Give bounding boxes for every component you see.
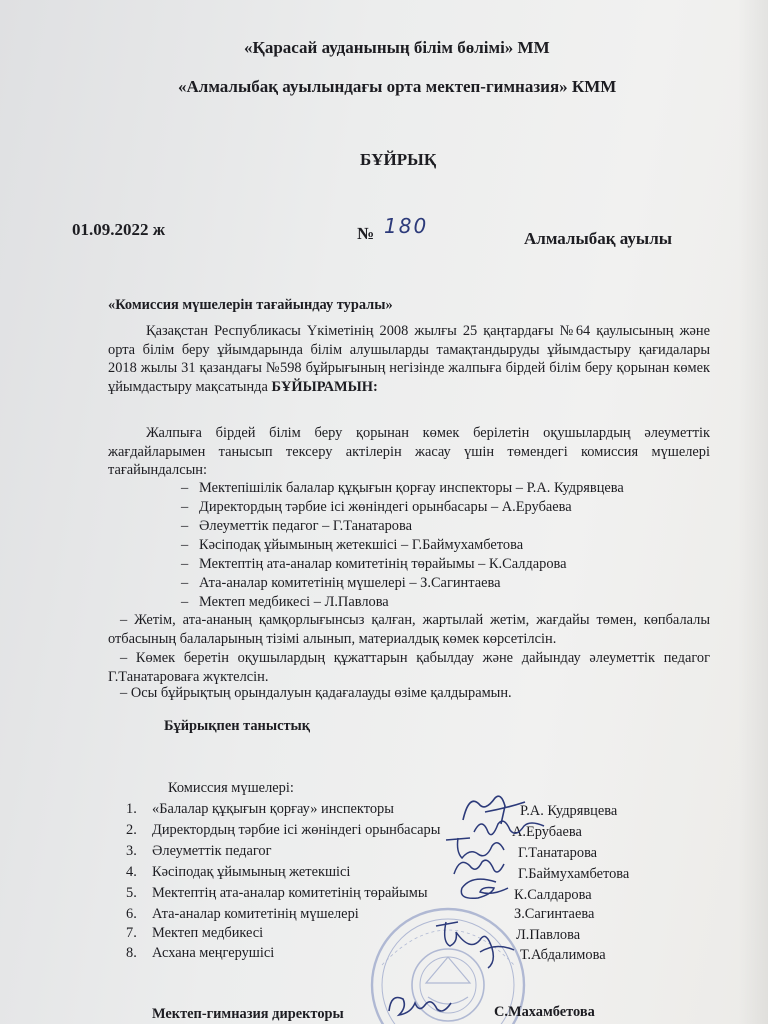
- row-role: Ата-аналар комитетінің мүшелері: [152, 906, 359, 922]
- item-c: – Осы бұйрықтың орындалуын қадағалауды өзіме қалдырамын.: [120, 685, 512, 701]
- item-b: – Көмек беретін оқушылардың құжаттарын қабылдау және дайындау әлеуметтік педагог Г.Танатароваға жүктелсін.: [108, 650, 710, 685]
- paragraph-2: Жалпыға бірдей білім беру қорынан көмек берілетін оқушылардың әлеуметтік жағдайларымен танысып тексеру актілерін жасау үшін төмендегі комиссия мүшелері тағайындалсын:: [108, 425, 710, 478]
- table-row: 2.: [126, 822, 137, 838]
- row-role: Асхана меңгерушісі: [152, 945, 275, 961]
- row-name: Г.Баймухамбетова: [518, 866, 630, 882]
- row-role: Директордың тәрбие ісі жөніндегі орынбасары: [152, 822, 441, 838]
- row-name: Р.А. Кудрявцева: [520, 803, 618, 819]
- doc-place: Алмалыбақ ауылы: [524, 229, 673, 248]
- table-row: 3.: [126, 843, 137, 859]
- row-role: Мектеп медбикесі: [152, 925, 264, 941]
- list-item: – Директордың тәрбие ісі жөніндегі орынбасары – А.Ерубаева: [181, 499, 572, 515]
- row-role: «Балалар құқығын қорғау» инспекторы: [152, 801, 394, 817]
- row-name: З.Сагинтаева: [514, 906, 595, 922]
- table-row: 7.: [126, 925, 137, 941]
- row-name: Т.Абдалимова: [520, 947, 606, 963]
- doc-date: 01.09.2022 ж: [72, 220, 166, 239]
- paragraph-1-text: Қазақстан Республикасы Үкіметінің 2008 жылғы 25 қаңтардағы №64 қаулысының және орта білім беру ұйымдарында білім алушыларды тамақтандыруды ұйымдастыру қағидалары 2018 жылы 31 қазандағы №598 бұйрығының негізінде жалпыға бірдей білім беру қорынан көмек ұйымдастыру мақсатында: [108, 323, 710, 395]
- row-name: А.Ерубаева: [512, 824, 582, 840]
- paragraph-1: [108, 322, 710, 396]
- signature-5-icon: [452, 872, 512, 906]
- doc-subject: «Комиссия мүшелерін тағайындау туралы»: [108, 297, 393, 313]
- list-item: – Мектептің ата-аналар комитетінің төрайымы – К.Салдарова: [181, 556, 567, 572]
- table-row: 1.: [126, 801, 137, 817]
- table-row: 4.: [126, 864, 137, 880]
- row-role: Кәсіподақ ұйымының жетекшісі: [152, 864, 351, 880]
- doc-number-handwritten: 180: [384, 214, 429, 238]
- acquaint-heading: Бұйрықпен таныстық: [164, 718, 311, 734]
- committee-label: Комиссия мүшелері:: [168, 780, 294, 796]
- row-name: К.Салдарова: [514, 887, 592, 903]
- row-name: Г.Танатарова: [518, 845, 598, 861]
- org-line-2: «Алмалыбақ ауылындағы орта мектеп-гимназия» КММ: [178, 77, 617, 96]
- list-item: – Мектепішілік балалар құқығын қорғау инспекторы – Р.А. Кудрявцева: [181, 480, 624, 496]
- director-name: С.Махамбетова: [494, 1004, 595, 1020]
- list-item: – Ата-аналар комитетінің мүшелері – З.Сагинтаева: [181, 575, 501, 591]
- paper-shadow: [738, 0, 768, 1024]
- list-item: – Кәсіподақ ұйымының жетекшісі – Г.Баймухамбетова: [181, 537, 524, 553]
- row-role: Мектептің ата-аналар комитетінің төрайымы: [152, 885, 428, 901]
- doc-title: БҰЙРЫҚ: [360, 150, 437, 169]
- item-a: – Жетім, ата-ананың қамқорлығынсыз қалған, жартылай жетім, жағдайы төмен, көпбалалы отбасының балаларының тізімі алынып, материалдық көмек көрсетілсін.: [108, 612, 710, 647]
- org-line-1: «Қарасай ауданының білім бөлімі» ММ: [244, 38, 550, 57]
- paragraph-1-bold: БҰЙЫРАМЫН:: [271, 378, 378, 395]
- list-item: – Әлеуметтік педагог – Г.Танатарова: [181, 518, 412, 534]
- row-name: Л.Павлова: [516, 927, 581, 943]
- table-row: 6.: [126, 906, 137, 922]
- signature-7-icon: [430, 912, 520, 972]
- row-role: Әлеуметтік педагог: [152, 843, 272, 859]
- director-signature-icon: [385, 985, 455, 1021]
- director-label: Мектеп-гимназия директоры: [152, 1006, 344, 1022]
- table-row: 5.: [126, 885, 137, 901]
- doc-number-label: №: [357, 224, 375, 243]
- list-item: – Мектеп медбикесі – Л.Павлова: [181, 594, 389, 610]
- table-row: 8.: [126, 945, 137, 961]
